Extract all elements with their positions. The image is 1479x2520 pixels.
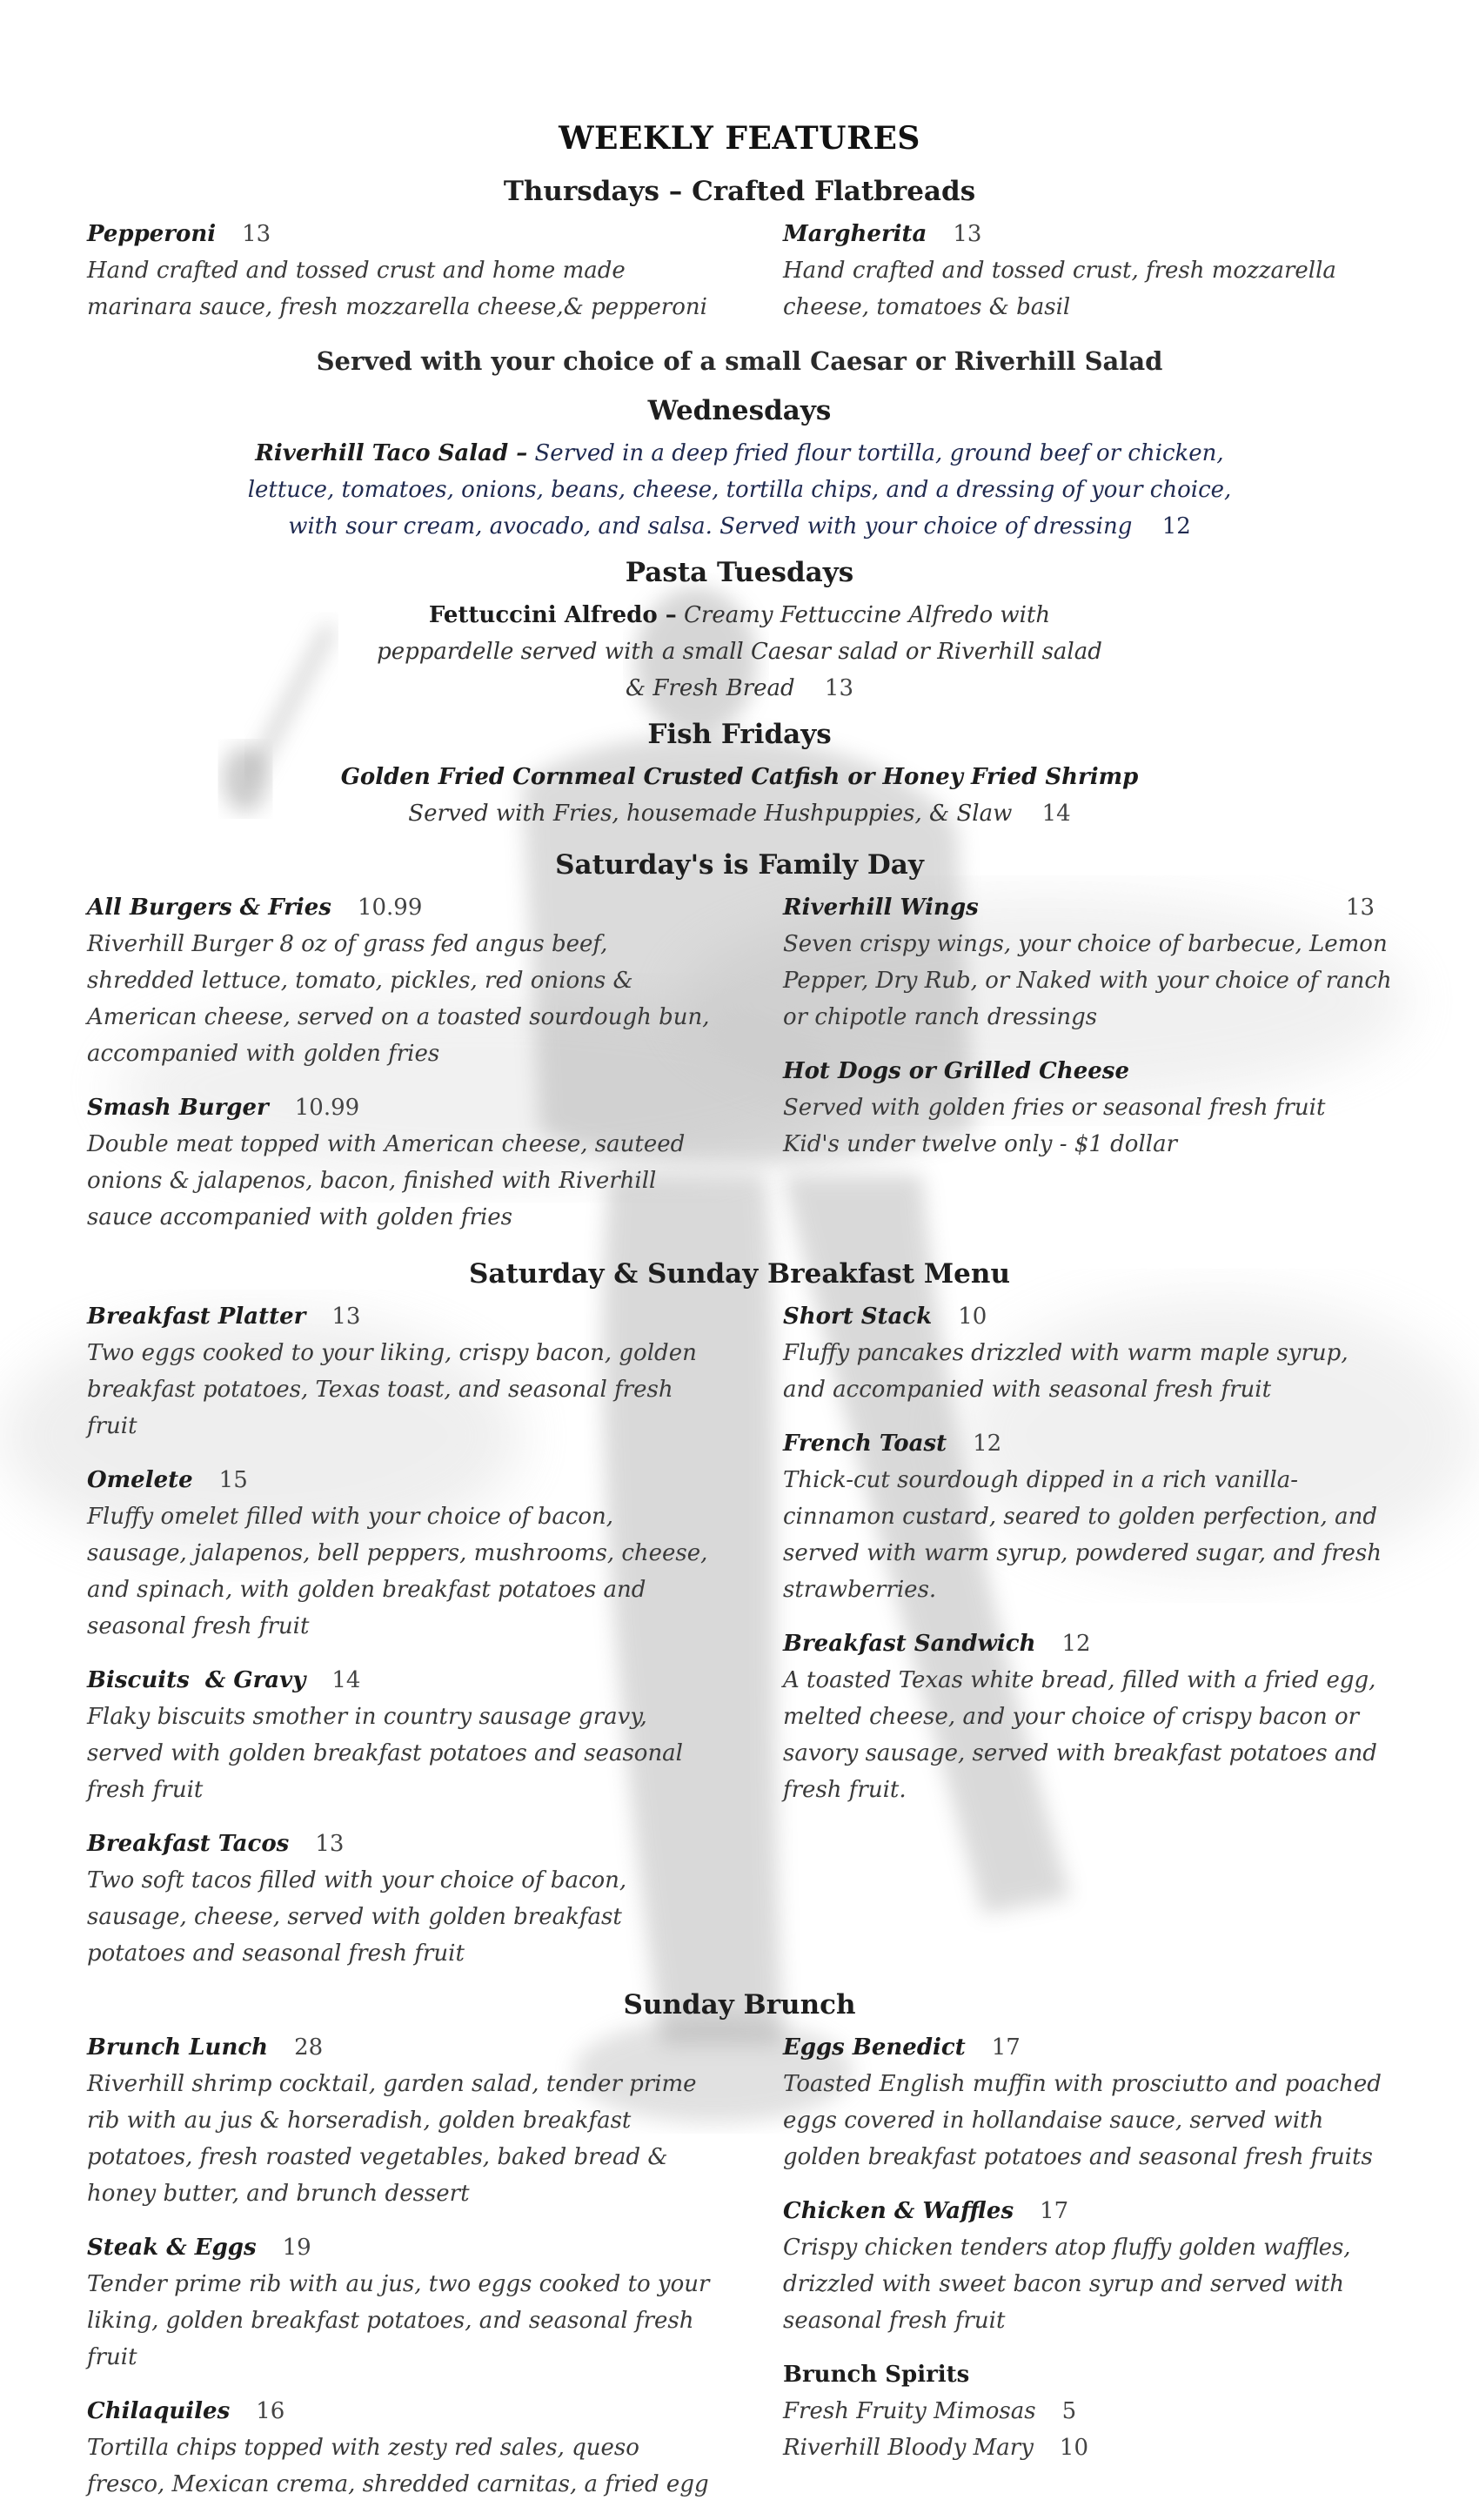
special-price: 13 [824, 675, 854, 701]
menu-item-burgers [87, 889, 713, 1072]
item-price: 13 [1345, 895, 1375, 921]
special-description: Creamy Fettuccine Alfredo with peppardelle served with a small Caesar salad or Riverhill salad & Fresh Bread [377, 602, 1102, 701]
thursdays-items [87, 216, 1392, 343]
special-price: 12 [1161, 513, 1191, 540]
item-name: Breakfast Tacos [87, 1831, 290, 1857]
menu-item-eggs-benedict [783, 2029, 1392, 2175]
item-description: Fluffy pancakes drizzled with warm maple syrup, and accompanied with seasonal fresh fruit [783, 1340, 1348, 1403]
menu-item-brunch-lunch [87, 2029, 713, 2212]
item-description: Hand crafted and tossed crust and home made marinara sauce, fresh mozzarella cheese,& pepperoni [87, 258, 707, 320]
item-name: All Burgers & Fries [87, 895, 331, 921]
item-price: 14 [331, 1667, 361, 1693]
item-price: 15 [218, 1467, 248, 1493]
item-name: Riverhill Bloody Mary [783, 2435, 1034, 2461]
special-name: Fettuccini Alfredo – [428, 602, 677, 628]
item-description: Hand crafted and tossed crust, fresh mozzarella cheese, tomatoes & basil [783, 258, 1336, 320]
menu-item-smash-burger [87, 1089, 713, 1236]
menu-item-steak-eggs [87, 2229, 713, 2376]
item-description: Fluffy omelet filled with your choice of bacon, sausage, jalapenos, bell peppers, mushrooms, cheese, and spinach, with golden breakfast potatoes and seasonal fresh fruit [87, 1504, 708, 1639]
item-name: Pepperoni [87, 221, 217, 247]
special-description: Served in a deep fried flour tortilla, ground beef or chicken, lettuce, tomatoes, onions, beans, cheese, tortilla chips, and a dressing of your choice, with sour cream, avocado, and salsa. Served with your choice of dressing [247, 440, 1232, 540]
menu-item-breakfast-tacos [87, 1826, 713, 1972]
menu-item-biscuits-gravy [87, 1662, 713, 1808]
item-description: Thick-cut sourdough dipped in a rich vanilla-cinnamon custard, seared to golden perfection, and served with warm syrup, powdered sugar, and fresh strawberries. [783, 1467, 1382, 1603]
item-name: Hot Dogs or Grilled Cheese [783, 1058, 1129, 1084]
item-description: Double meat topped with American cheese, sauteed onions & jalapenos, bacon, finished with Riverhill sauce accompanied with golden fries [87, 1131, 686, 1230]
item-description: Tortilla chips topped with zesty red sales, queso fresco, Mexican crema, shredded carnitas, a fried egg [87, 2435, 709, 2497]
section-title-sunday-brunch: Sunday Brunch [623, 1989, 856, 2021]
item-price: 10 [1059, 2435, 1089, 2461]
item-price: 19 [282, 2235, 311, 2261]
menu-item-wings [783, 889, 1392, 1035]
item-price: 13 [315, 1831, 345, 1857]
item-price: 12 [973, 1431, 1002, 1457]
fish-special-line [87, 795, 1392, 832]
item-name: Chilaquiles [87, 2398, 231, 2424]
page-title: WEEKLY FEATURES [559, 120, 920, 157]
item-price: 13 [953, 221, 982, 247]
breakfast-items [87, 1298, 1392, 1989]
kids-note: Kid's under twelve only - $1 dollar [783, 1131, 1178, 1157]
menu-item-chilaquiles [87, 2393, 713, 2503]
item-description: Flaky biscuits smother in country sausage gravy, served with golden breakfast potatoes and seasonal fresh fruit [87, 1704, 684, 1803]
item-name: Brunch Lunch [87, 2034, 269, 2061]
menu-item-french-toast [783, 1425, 1392, 1608]
item-name: Riverhill Wings [783, 895, 979, 921]
wednesdays-special [87, 435, 1392, 545]
item-name: Breakfast Platter [87, 1304, 306, 1330]
spirit-item [783, 2430, 1392, 2466]
special-description: Served with Fries, housemade Hushpuppies, & Slaw [408, 801, 1013, 827]
section-title-thursdays: Thursdays – Crafted Flatbreads [503, 176, 976, 207]
menu-item-omelete [87, 1462, 713, 1645]
pasta-special [87, 597, 1392, 707]
spirit-item [783, 2393, 1392, 2430]
item-name: French Toast [783, 1431, 947, 1457]
fish-special-name: Golden Fried Cornmeal Crusted Catfish or Honey Fried Shrimp [340, 764, 1139, 790]
item-price: 17 [1040, 2198, 1069, 2224]
menu-item-breakfast-platter [87, 1298, 713, 1444]
spirits-title: Brunch Spirits [783, 2362, 970, 2388]
item-name: Breakfast Sandwich [783, 1631, 1036, 1657]
menu-item-short-stack [783, 1298, 1392, 1408]
item-name: Smash Burger [87, 1095, 269, 1121]
section-title-wednesdays: Wednesdays [647, 395, 832, 426]
item-description: Served with golden fries or seasonal fresh fruit [783, 1095, 1326, 1121]
section-title-pasta-tuesdays: Pasta Tuesdays [625, 557, 854, 588]
item-description: A toasted Texas white bread, filled with a fried egg, melted cheese, and your choice of crispy bacon or savory sausage, served with breakfast potatoes and fresh fruit. [783, 1667, 1377, 1803]
item-name: Short Stack [783, 1304, 933, 1330]
special-price: 14 [1041, 801, 1071, 827]
item-description: Seven crispy wings, your choice of barbecue, Lemon Pepper, Dry Rub, or Naked with your choice of ranch or chipotle ranch dressings [783, 931, 1392, 1030]
item-price: 5 [1061, 2398, 1077, 2424]
item-name: Omelete [87, 1467, 193, 1493]
item-description: Riverhill Burger 8 oz of grass fed angus beef, shredded lettuce, tomato, pickles, red onions & American cheese, served on a toasted sourdough bun, accompanied with golden fries [87, 931, 710, 1067]
brunch-items [87, 2029, 1392, 2520]
item-price: 10.99 [294, 1095, 360, 1121]
item-name: Biscuits & Gravy [87, 1667, 306, 1693]
item-description: Crispy chicken tenders atop fluffy golden waffles, drizzled with sweet bacon syrup and served with seasonal fresh fruit [783, 2235, 1351, 2334]
brunch-spirits [783, 2356, 1392, 2466]
item-description: Riverhill shrimp cocktail, garden salad, tender prime rib with au jus & horseradish, golden breakfast potatoes, fresh roasted vegetables, baked bread & honey butter, and brunch dessert [87, 2071, 697, 2207]
menu-item-hot-dogs [783, 1053, 1392, 1163]
menu-item-breakfast-sandwich [783, 1625, 1392, 1808]
item-name: Eggs Benedict [783, 2034, 966, 2061]
item-price: 16 [256, 2398, 285, 2424]
item-name: Margherita [783, 221, 927, 247]
special-name: Riverhill Taco Salad – [255, 440, 528, 466]
item-name: Chicken & Waffles [783, 2198, 1014, 2224]
item-price: 10 [958, 1304, 987, 1330]
item-price: 17 [991, 2034, 1021, 2061]
family-day-items [87, 889, 1392, 1253]
item-price: 12 [1061, 1631, 1091, 1657]
item-description: Two eggs cooked to your liking, crispy bacon, golden breakfast potatoes, Texas toast, and seasonal fresh fruit [87, 1340, 697, 1439]
menu-item-pepperoni [87, 216, 713, 325]
section-title-fish-fridays: Fish Fridays [647, 719, 832, 750]
item-name: Fresh Fruity Mimosas [783, 2398, 1036, 2424]
item-description: Two soft tacos filled with your choice of bacon, sausage, cheese, served with golden breakfast potatoes and seasonal fresh fruit [87, 1867, 627, 1967]
item-description: Tender prime rib with au jus, two eggs cooked to your liking, golden breakfast potatoes, and seasonal fresh fruit [87, 2271, 710, 2370]
item-name: Steak & Eggs [87, 2235, 257, 2261]
section-title-family-day: Saturday's is Family Day [555, 849, 924, 881]
item-price: 28 [294, 2034, 324, 2061]
item-description: Toasted English muffin with prosciutto and poached eggs covered in hollandaise sauce, served with golden breakfast potatoes and seasonal fresh fruits [783, 2071, 1382, 2170]
item-price: 13 [331, 1304, 361, 1330]
menu-item-chicken-waffles [783, 2193, 1392, 2339]
item-price: 13 [242, 221, 271, 247]
item-price: 10.99 [357, 895, 423, 921]
menu-item-margherita [783, 216, 1392, 325]
thursdays-note: Served with your choice of a small Caesar or Riverhill Salad [316, 346, 1163, 376]
section-title-breakfast: Saturday & Sunday Breakfast Menu [469, 1258, 1010, 1290]
